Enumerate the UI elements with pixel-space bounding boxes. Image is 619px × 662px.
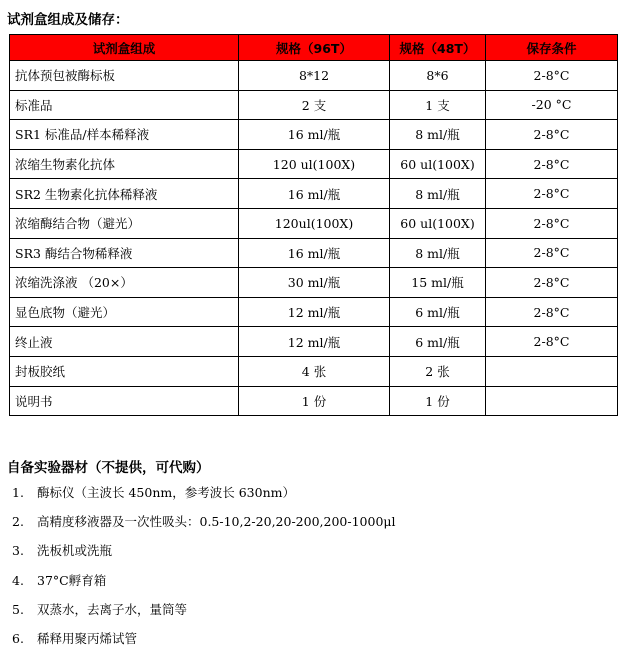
table-body bbox=[10, 61, 618, 416]
table-row bbox=[10, 356, 618, 386]
cell-spec-48t: 8*6 bbox=[390, 61, 486, 91]
cell-composition: 浓缩生物素化抗体 bbox=[10, 149, 239, 179]
cell-spec-96t: 12 ml/瓶 bbox=[239, 297, 390, 327]
list-item-number: 6. bbox=[12, 630, 24, 646]
table-row bbox=[10, 268, 618, 298]
list-item-number: 5. bbox=[12, 601, 24, 617]
table-row bbox=[10, 208, 618, 238]
cell-spec-48t: 8 ml/瓶 bbox=[390, 238, 486, 268]
header-storage: 保存条件 bbox=[486, 35, 618, 61]
table-row bbox=[10, 61, 618, 91]
header-spec-96t: 规格（96T） bbox=[239, 35, 390, 61]
cell-composition: 封板胶纸 bbox=[10, 356, 239, 386]
list-item-number: 1. bbox=[12, 485, 24, 500]
kit-composition-title: 试剂盒组成及储存： bbox=[7, 12, 129, 28]
table-row bbox=[10, 238, 618, 268]
cell-spec-96t: 16 ml/瓶 bbox=[239, 120, 390, 150]
cell-storage bbox=[486, 356, 618, 386]
list-item-number: 4. bbox=[12, 572, 24, 588]
cell-spec-96t: 30 ml/瓶 bbox=[239, 268, 390, 298]
cell-composition: 说明书 bbox=[10, 386, 239, 416]
cell-storage: 2-8°C bbox=[486, 149, 618, 179]
header-composition: 试剂盒组成 bbox=[10, 35, 239, 61]
cell-composition: SR3 酶结合物稀释液 bbox=[10, 238, 239, 268]
cell-composition: 终止液 bbox=[10, 327, 239, 357]
cell-spec-48t: 1 支 bbox=[390, 90, 486, 120]
cell-spec-96t: 120ul(100X) bbox=[239, 208, 390, 238]
table-row bbox=[10, 297, 618, 327]
cell-storage: 2-8°C bbox=[486, 327, 618, 357]
cell-storage: 2-8°C bbox=[486, 268, 618, 298]
list-item-text: 37°C孵育箱 bbox=[37, 572, 107, 588]
cell-spec-96t: 12 ml/瓶 bbox=[239, 327, 390, 357]
cell-spec-48t: 6 ml/瓶 bbox=[390, 297, 486, 327]
cell-spec-48t: 8 ml/瓶 bbox=[390, 179, 486, 209]
list-item-text: 高精度移液器及一次性吸头：0.5-10,2-20,20-200,200-1000μl bbox=[37, 514, 396, 530]
list-item-text: 洗板机或洗瓶 bbox=[37, 543, 113, 559]
cell-composition: 浓缩酶结合物（避光） bbox=[10, 208, 239, 238]
cell-spec-96t: 4 张 bbox=[239, 356, 390, 386]
cell-storage: 2-8°C bbox=[486, 238, 618, 268]
table-row bbox=[10, 386, 618, 416]
list-item-text: 酶标仪（主波长 450nm，参考波长 630nm） bbox=[37, 485, 295, 500]
cell-storage: -20 °C bbox=[486, 90, 618, 120]
list-item-number: 3. bbox=[12, 543, 24, 559]
header-spec-48t: 规格（48T） bbox=[390, 35, 486, 61]
cell-storage: 2-8°C bbox=[486, 208, 618, 238]
cell-spec-48t: 15 ml/瓶 bbox=[390, 268, 486, 298]
equipment-title: 自备实验器材（不提供，可代购） bbox=[7, 460, 210, 476]
cell-composition: 抗体预包被酶标板 bbox=[10, 61, 239, 91]
cell-spec-96t: 1 份 bbox=[239, 386, 390, 416]
cell-spec-96t: 16 ml/瓶 bbox=[239, 238, 390, 268]
cell-spec-48t: 60 ul(100X) bbox=[390, 149, 486, 179]
cell-spec-48t: 2 张 bbox=[390, 356, 486, 386]
kit-composition-table bbox=[9, 34, 618, 416]
list-item-number: 2. bbox=[12, 514, 24, 530]
cell-spec-96t: 120 ul(100X) bbox=[239, 149, 390, 179]
cell-storage: 2-8°C bbox=[486, 120, 618, 150]
cell-composition: 浓缩洗涤液 （20×） bbox=[10, 268, 239, 298]
cell-storage: 2-8°C bbox=[486, 61, 618, 91]
cell-spec-48t: 6 ml/瓶 bbox=[390, 327, 486, 357]
table-row bbox=[10, 179, 618, 209]
cell-storage: 2-8°C bbox=[486, 297, 618, 327]
cell-spec-96t: 16 ml/瓶 bbox=[239, 179, 390, 209]
cell-spec-48t: 60 ul(100X) bbox=[390, 208, 486, 238]
table-row bbox=[10, 90, 618, 120]
cell-composition: 显色底物（避光） bbox=[10, 297, 239, 327]
list-item-text: 稀释用聚丙烯试管 bbox=[37, 630, 138, 646]
table-row bbox=[10, 149, 618, 179]
cell-spec-96t: 2 支 bbox=[239, 90, 390, 120]
list-item-text: 双蒸水，去离子水，量筒等 bbox=[37, 601, 188, 617]
table-row bbox=[10, 120, 618, 150]
cell-spec-96t: 8*12 bbox=[239, 61, 390, 91]
table-header-row bbox=[10, 35, 618, 61]
table-row bbox=[10, 327, 618, 357]
cell-storage: 2-8°C bbox=[486, 179, 618, 209]
cell-composition: SR2 生物素化抗体稀释液 bbox=[10, 179, 239, 209]
cell-spec-48t: 8 ml/瓶 bbox=[390, 120, 486, 150]
cell-storage bbox=[486, 386, 618, 416]
cell-spec-48t: 1 份 bbox=[390, 386, 486, 416]
cell-composition: 标准品 bbox=[10, 90, 239, 120]
cell-composition: SR1 标准品/样本稀释液 bbox=[10, 120, 239, 150]
